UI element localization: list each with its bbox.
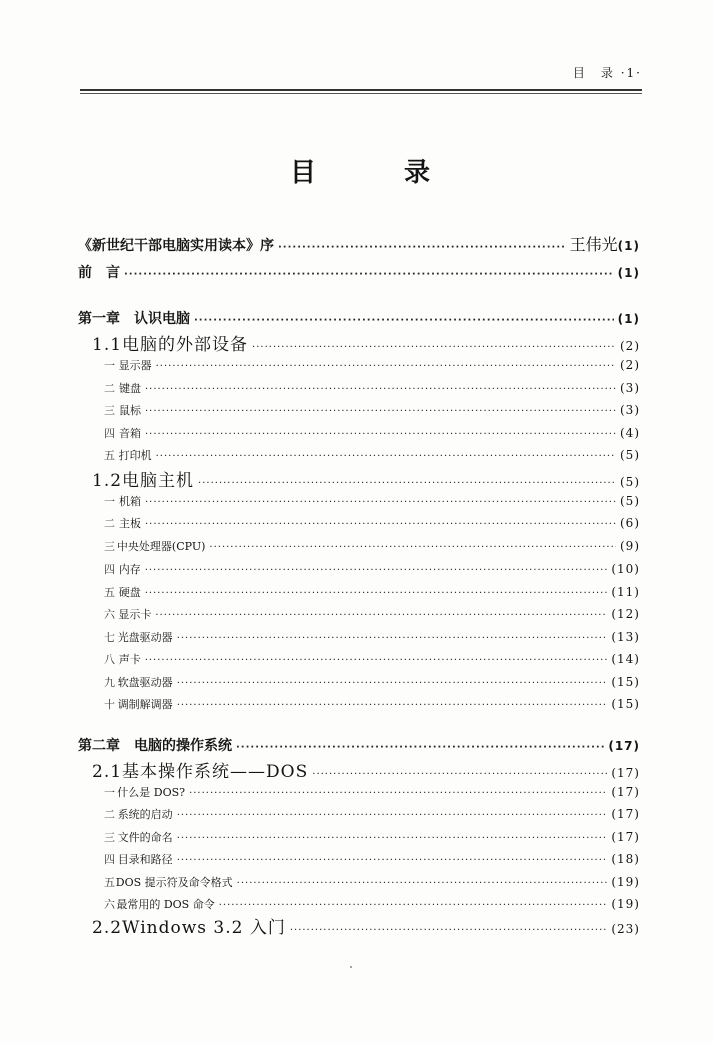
dot-leader xyxy=(209,542,616,553)
item-number: 六 xyxy=(104,608,115,621)
subsection-entry xyxy=(104,538,640,554)
subsection-entry xyxy=(104,896,640,912)
item-title: 鼠标 xyxy=(118,404,141,417)
dot-leader xyxy=(194,315,614,326)
item-title: 显示卡 xyxy=(118,608,152,621)
dot-leader xyxy=(145,655,608,666)
item-title: 最常用的 DOS 命令 xyxy=(116,898,215,911)
entry-title: 《新世纪干部电脑实用读本》序 xyxy=(78,238,274,254)
subsection-entry xyxy=(104,402,640,418)
page-number: (17) xyxy=(611,766,640,780)
item-number: 二 xyxy=(104,808,115,821)
chapter-entry xyxy=(78,735,640,755)
dot-leader xyxy=(177,700,608,711)
item-title: 键盘 xyxy=(118,382,141,395)
item-title: 中央处理器(CPU) xyxy=(116,540,206,553)
subsection-entry xyxy=(104,606,640,622)
page-number: (17) xyxy=(611,807,640,821)
item-number: 五 xyxy=(104,449,115,462)
page-number: (15) xyxy=(611,697,640,711)
subsection-entry xyxy=(104,851,640,867)
subsection-entry xyxy=(104,447,640,463)
dot-leader xyxy=(252,342,616,353)
dot-leader xyxy=(177,833,608,844)
item-title: 目录和路径 xyxy=(117,853,173,866)
section-entry xyxy=(92,330,640,355)
item-number: 八 xyxy=(104,653,115,666)
dot-leader xyxy=(177,678,608,689)
dot-leader xyxy=(145,519,616,530)
item-number: 四 xyxy=(104,853,115,866)
page-number: (6) xyxy=(620,516,640,530)
section-title: 电脑的外部设备 xyxy=(122,335,249,355)
page-number: (19) xyxy=(611,897,640,911)
dot-leader xyxy=(237,878,608,889)
chapter-entry xyxy=(78,308,640,328)
page-number: (1) xyxy=(617,266,640,280)
dot-leader xyxy=(219,900,608,911)
dot-leader xyxy=(145,497,616,508)
dot-leader xyxy=(145,406,616,417)
dot-leader xyxy=(177,633,608,644)
item-title: 机箱 xyxy=(118,495,141,508)
section-entry xyxy=(92,466,640,491)
front-matter-entry xyxy=(78,262,640,282)
page-number: (1) xyxy=(617,239,640,253)
item-number: 一 xyxy=(104,359,115,372)
chapter-title: 第一章 认识电脑 xyxy=(78,311,190,327)
item-title: 软盘驱动器 xyxy=(117,676,173,689)
page-number: (23) xyxy=(611,922,640,936)
dot-leader xyxy=(145,588,608,599)
page-number: (18) xyxy=(611,852,640,866)
page-number: (14) xyxy=(611,652,640,666)
item-number: 三 xyxy=(104,831,115,844)
section-entry xyxy=(92,913,640,938)
page-number: (2) xyxy=(620,358,640,372)
page-speck xyxy=(350,966,352,968)
item-title: 硬盘 xyxy=(118,586,141,599)
dot-leader xyxy=(177,810,608,821)
section-title: Windows 3.2 入门 xyxy=(122,918,286,938)
section-title: 基本操作系统——DOS xyxy=(122,762,309,782)
subsection-entry xyxy=(104,874,640,890)
page-number: (1) xyxy=(617,312,640,326)
subsection-entry xyxy=(104,561,640,577)
item-title: DOS 提示符及命令格式 xyxy=(115,876,233,889)
section-entry xyxy=(92,757,640,782)
item-number: 一 xyxy=(104,495,115,508)
subsection-entry xyxy=(104,515,640,531)
dot-leader xyxy=(290,925,608,936)
dot-leader xyxy=(312,769,607,780)
page-number: (17) xyxy=(608,739,640,753)
page-number: (17) xyxy=(611,785,640,799)
page-number: (3) xyxy=(620,403,640,417)
dot-leader xyxy=(278,242,566,253)
dot-leader xyxy=(236,742,604,753)
dot-leader xyxy=(156,451,616,462)
subsection-entry xyxy=(104,829,640,845)
item-number: 二 xyxy=(104,382,115,395)
item-number: 五 xyxy=(104,876,115,889)
item-title: 显示器 xyxy=(118,359,152,372)
dot-leader xyxy=(177,855,608,866)
front-matter-entry xyxy=(78,232,640,255)
item-title: 声卡 xyxy=(118,653,141,666)
subsection-entry xyxy=(104,357,640,373)
subsection-entry xyxy=(104,380,640,396)
item-title: 音箱 xyxy=(118,427,141,440)
page-number: (5) xyxy=(620,448,640,462)
page-title-char: 录 xyxy=(403,158,430,188)
dot-leader xyxy=(198,478,616,489)
subsection-entry xyxy=(104,696,640,712)
page-number: (2) xyxy=(620,339,640,353)
page-number: (5) xyxy=(620,475,640,489)
chapter-title: 第二章 电脑的操作系统 xyxy=(78,738,232,754)
item-number: 二 xyxy=(104,517,115,530)
item-number: 三 xyxy=(104,540,115,553)
item-number: 一 xyxy=(104,786,115,799)
section-title: 电脑主机 xyxy=(122,471,195,491)
item-number: 五 xyxy=(104,586,115,599)
subsection-entry xyxy=(104,629,640,645)
item-number: 四 xyxy=(104,427,115,440)
page-number: (3) xyxy=(620,381,640,395)
entry-author: 王伟光 xyxy=(569,235,618,254)
section-number: 1.2 xyxy=(92,471,123,491)
entry-title: 前 言 xyxy=(78,265,120,281)
item-title: 文件的命名 xyxy=(117,831,173,844)
subsection-entry xyxy=(104,425,640,441)
item-title: 什么是 DOS? xyxy=(117,786,186,799)
item-number: 七 xyxy=(104,631,115,644)
section-number: 1.1 xyxy=(92,335,123,355)
page-number: (12) xyxy=(611,607,640,621)
section-number: 2.2 xyxy=(92,918,123,938)
dot-leader xyxy=(145,429,616,440)
dot-leader xyxy=(189,788,607,799)
item-title: 内存 xyxy=(118,563,141,576)
page-number: (13) xyxy=(611,630,640,644)
item-title: 打印机 xyxy=(118,449,152,462)
dot-leader xyxy=(156,361,616,372)
dot-leader xyxy=(145,565,608,576)
subsection-entry xyxy=(104,674,640,690)
dot-leader xyxy=(145,384,616,395)
dot-leader xyxy=(124,269,614,280)
page-number: (15) xyxy=(611,675,640,689)
subsection-entry xyxy=(104,651,640,667)
page-number: (17) xyxy=(611,830,640,844)
page-number: (5) xyxy=(620,494,640,508)
subsection-entry xyxy=(104,584,640,600)
item-number: 九 xyxy=(104,676,115,689)
item-number: 四 xyxy=(104,563,115,576)
page-number: (10) xyxy=(611,562,640,576)
item-title: 主板 xyxy=(118,517,141,530)
page-number: (11) xyxy=(611,585,640,599)
item-title: 调制解调器 xyxy=(117,698,173,711)
page-number: (9) xyxy=(620,539,640,553)
section-number: 2.1 xyxy=(92,762,123,782)
item-number: 十 xyxy=(104,698,115,711)
page-number: (19) xyxy=(611,875,640,889)
page-number: (4) xyxy=(620,426,640,440)
subsection-entry xyxy=(104,784,640,800)
page-title-char: 目 xyxy=(290,158,317,188)
subsection-entry xyxy=(104,806,640,822)
item-title: 系统的启动 xyxy=(117,808,173,821)
dot-leader xyxy=(155,610,607,621)
item-title: 光盘驱动器 xyxy=(117,631,173,644)
header-label: 目 录 xyxy=(572,66,615,80)
subsection-entry xyxy=(104,493,640,509)
item-number: 六 xyxy=(104,898,115,911)
item-number: 三 xyxy=(104,404,115,417)
header-page-number: ·1· xyxy=(620,66,642,80)
